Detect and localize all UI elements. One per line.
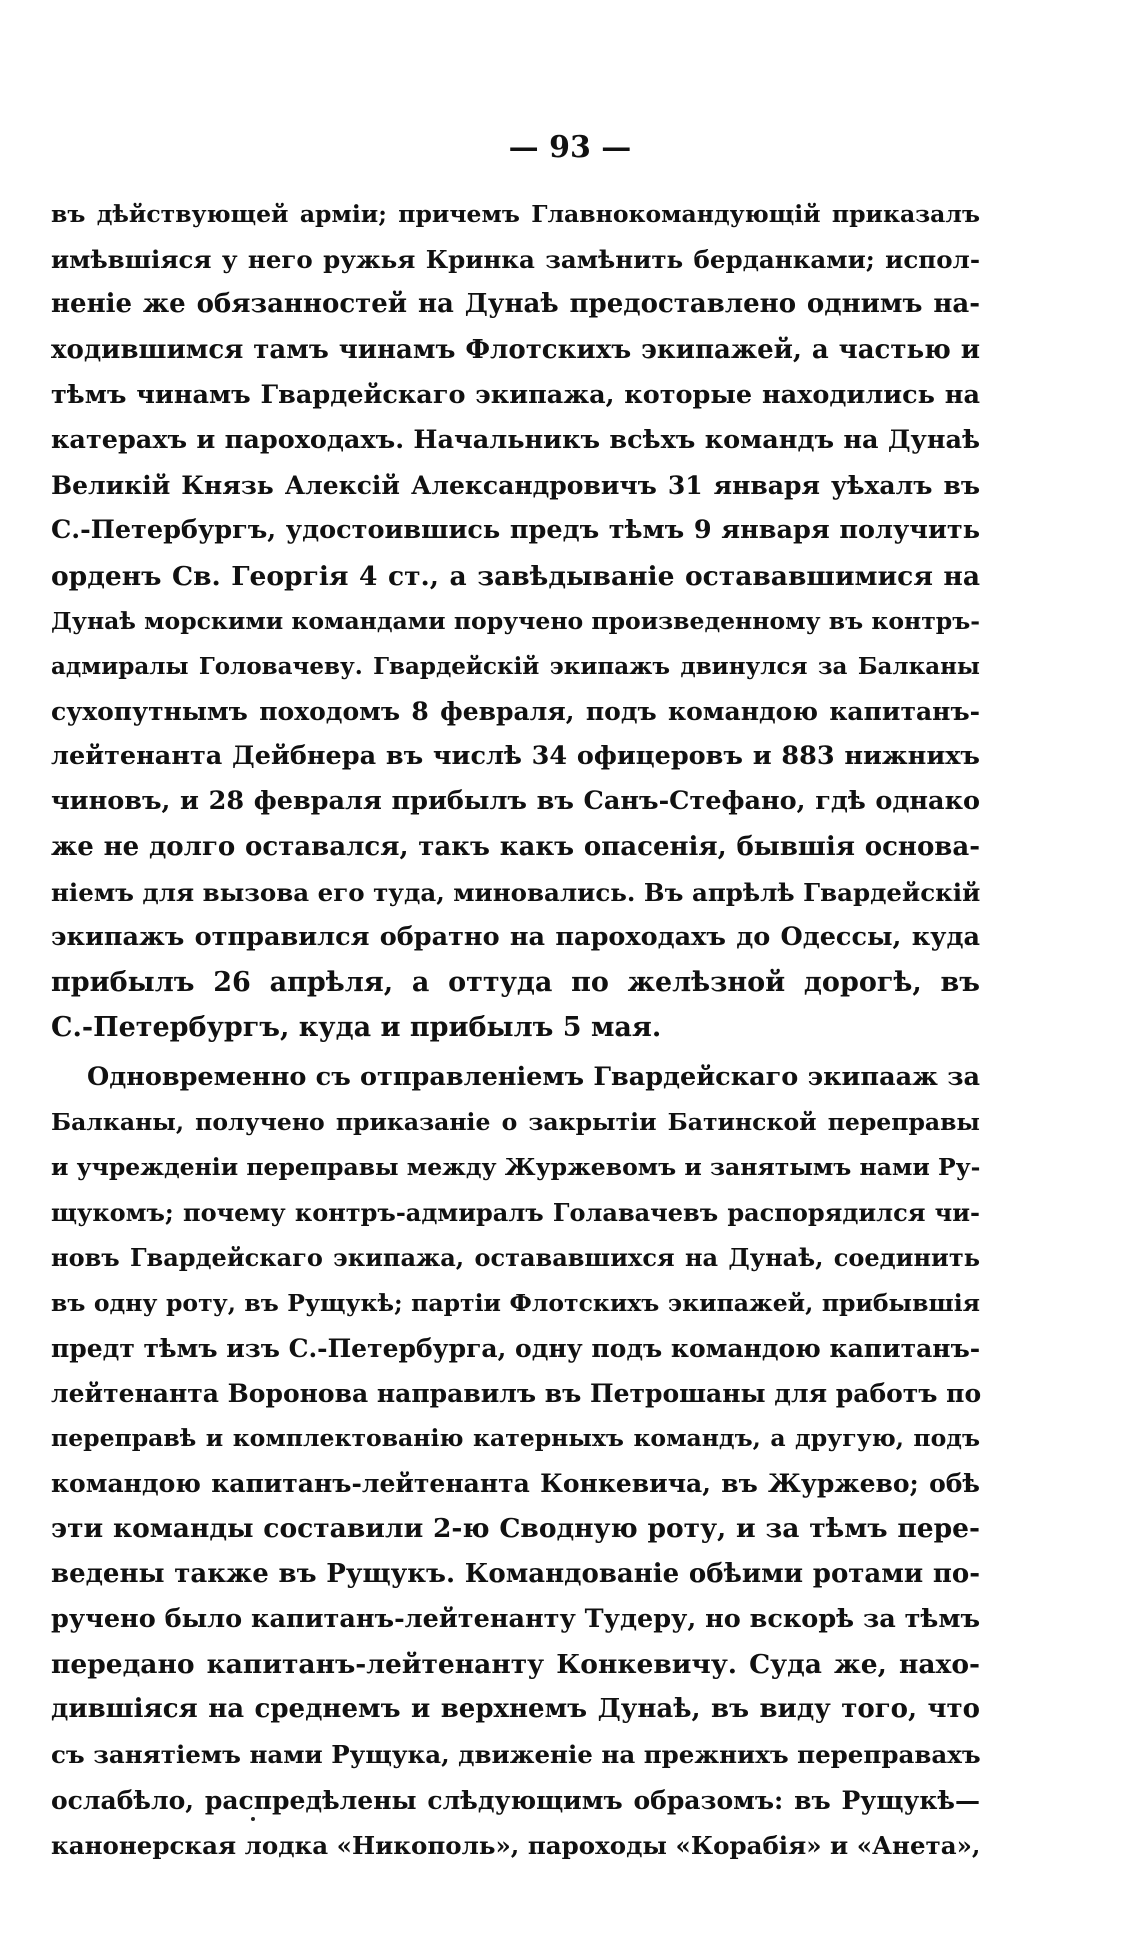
text-line: переправѣ и комплектованію катерныхъ командъ, а другую, подъ: [51, 1424, 980, 1453]
text-line: ручено было капитанъ-лейтенанту Тудеру, но вскорѣ за тѣмъ: [51, 1603, 981, 1634]
text-line: ослабѣло, распредѣлены слѣдующимъ образомъ: въ Рущукѣ—: [51, 1785, 980, 1815]
text-line: экипажъ отправился обратно на пароходахъ до Одессы, куда: [51, 922, 980, 952]
text-line: лейтенанта Дейбнера въ числѣ 34 офицеровъ и 883 нижнихъ: [51, 741, 980, 772]
text-line: передано капитанъ-лейтенанту Конкевичу. Суда же, нахо-: [51, 1649, 980, 1680]
text-line: чиновъ, и 28 февраля прибылъ въ Санъ-Стефано, гдѣ однако: [51, 786, 980, 817]
body-text: [51, 192, 980, 1868]
text-line: эти команды составили 2-ю Сводную роту, и за тѣмъ пере-: [51, 1513, 980, 1545]
text-line: катерахъ и пароходахъ. Начальникъ всѣхъ командъ на Дунаѣ: [51, 424, 980, 455]
paragraph-1: [51, 192, 980, 1051]
paragraph-2: [51, 1055, 980, 1868]
text-line: дившіяся на среднемъ и верхнемъ Дунаѣ, въ виду того, что: [51, 1694, 980, 1725]
text-line: сухопутнымъ походомъ 8 февраля, подъ командою капитанъ-: [51, 697, 980, 727]
text-line: канонерская лодка «Никополь», пароходы «Корабія» и «Анета»,: [51, 1830, 981, 1860]
text-line: Балканы, получено приказаніе о закрытіи Батинской переправы: [51, 1107, 980, 1136]
text-line: же не долго оставался, такъ какъ опасенія, бывшія основа-: [51, 831, 980, 862]
text-line: командою капитанъ-лейтенанта Конкевича, въ Журжево; обѣ: [51, 1469, 980, 1499]
text-line: Дунаѣ морскими командами поручено произведенному въ контръ-: [51, 606, 980, 635]
text-line: Одновременно съ отправленіемъ Гвардейскаго экипааж за: [87, 1061, 980, 1092]
text-line: адмиралы Головачеву. Гвардейскій экипажъ двинулся за Балканы: [51, 652, 980, 680]
text-line: въ дѣйствующей арміи; причемъ Главнокомандующій приказалъ: [51, 200, 980, 228]
text-line: имѣвшіяся у него ружья Кринка замѣнить берданками; испол-: [51, 245, 980, 275]
text-line: и учрежденіи переправы между Журжевомъ и занятымъ нами Ру-: [51, 1152, 981, 1181]
text-line: орденъ Св. Георгія 4 ст., а завѣдываніе остававшимися на: [51, 560, 980, 592]
text-line: Великій Князь Алексій Александровичъ 31 января уѣхалъ въ: [51, 471, 980, 501]
text-line: новъ Гвардейскаго экипажа, остававшихся на Дунаѣ, соединить: [51, 1243, 980, 1273]
text-line: тѣмъ чинамъ Гвардейскаго экипажа, которые находились на: [51, 379, 980, 410]
text-line: въ одну роту, въ Рущукѣ; партіи Флотскихъ экипажей, прибывшія: [51, 1288, 980, 1317]
text-line: предт тѣмъ изъ С.-Петербурга, одну подъ командою капитанъ-: [51, 1333, 981, 1363]
text-line: ведены также въ Рущукъ. Командованіе обѣими ротами по-: [51, 1558, 980, 1589]
text-line: съ занятіемъ нами Рущука, движеніе на прежнихъ переправахъ: [51, 1740, 981, 1770]
text-line: лейтенанта Воронова направилъ въ Петрошаны для работъ по: [51, 1378, 982, 1408]
page-number: — 93 —: [508, 130, 632, 165]
ink-speck: [251, 1817, 255, 1821]
text-line: ходившимся тамъ чинамъ Флотскихъ экипажей, а частью и: [51, 334, 980, 365]
text-line: щукомъ; почему контръ-адмиралъ Голавачевъ распорядился чи-: [51, 1198, 980, 1228]
text-line: прибылъ 26 апрѣля, а оттуда по желѣзной дорогѣ, въ: [51, 967, 980, 999]
text-line: С.-Петербургъ, куда и прибылъ 5 мая.: [51, 1012, 662, 1044]
text-line: ніемъ для вызова его туда, миновались. Въ апрѣлѣ Гвардейскій: [51, 877, 981, 907]
text-line: С.-Петербургъ, удостоившись предъ тѣмъ 9 января получить: [51, 515, 980, 546]
text-line: неніе же обязанностей на Дунаѣ предоставлено однимъ на-: [51, 289, 980, 320]
